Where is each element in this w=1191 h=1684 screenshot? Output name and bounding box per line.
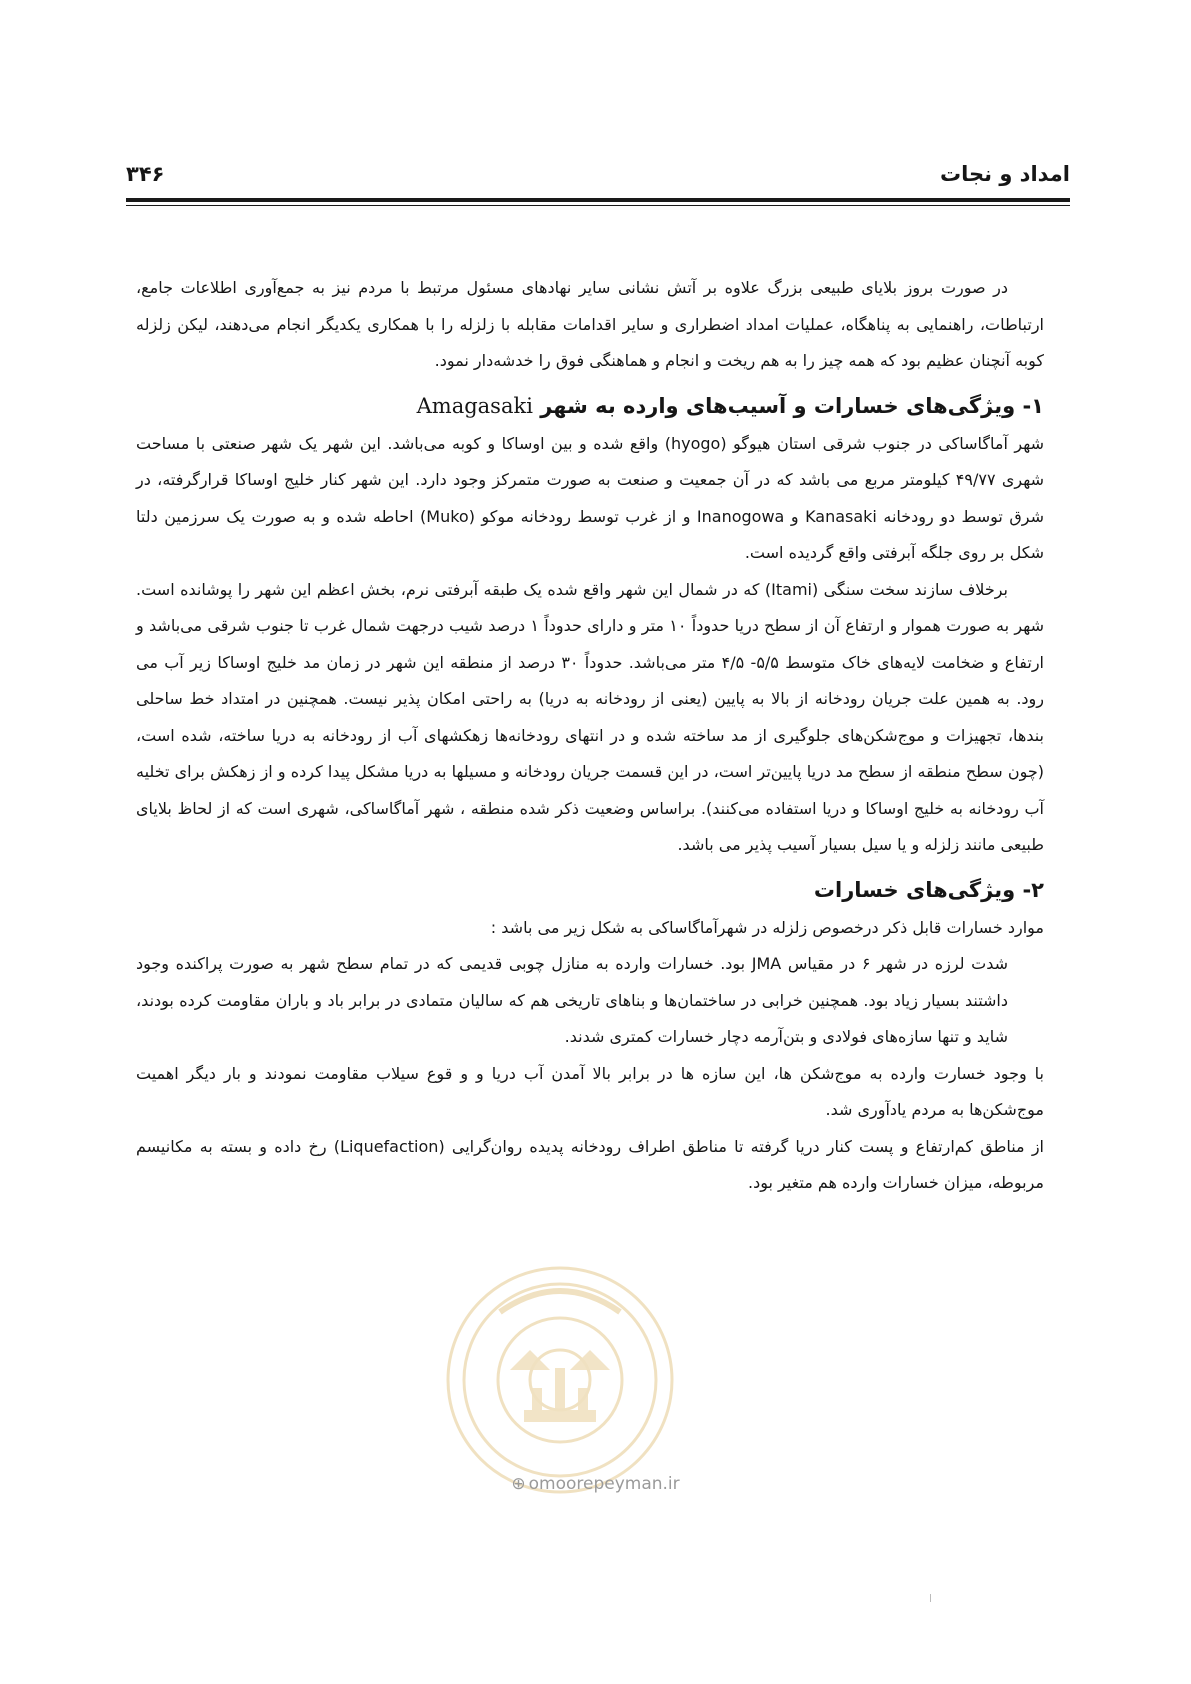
header-rule [126, 198, 1070, 202]
globe-icon: ⊕ [511, 1474, 526, 1494]
damage-item: شدت لرزه در شهر ۶ در مقیاس JMA بود. خسارات وارده به منازل چوبی قدیمی که در تمام سطح شهر به صورت پراکنده وجود داشتند بسیار زیاد بود. همچنین خرابی در ساختمان‌ها و بناهای تاریخی هم که سالیان متمادی در برابر باد و باران مقاومت کرده بودند، شاید و تنها سازه‌های فولادی و بتن‌آرمه دچار خسارات کمتری شدند. [136, 954, 1008, 1046]
paragraph-city-description: شهر آماگاساکی در جنوب شرقی استان هیوگو (hyogo) واقع شده و بین اوساکا و کوبه می‌باشد. این شهر یک شهر صنعتی با مساحت شهری ۴۹/۷۷ کیلومتر مربع می باشد که در آن جمعیت و صنعت به صورت متمرکز وجود دارد. این شهر کنار خلیج اوساکا قرارگرفته، در شرق توسط دو رودخانه Kanasaki و Inanogowa و از غرب توسط رودخانه موکو (Muko) احاطه شده و به صورت یک سرزمین دلتا شکل بر روی جلگه آبرفتی واقع گردیده است. [136, 433, 1045, 562]
page-number: ۳۴۶ [126, 162, 165, 186]
page-corner-mark [930, 1594, 935, 1602]
page-header [126, 150, 1070, 190]
watermark-url-text: omoorepeyman.ir [528, 1474, 680, 1494]
watermark-seal [440, 1260, 680, 1500]
damage-item: با وجود خسارت وارده به موج‌شکن ها، این سازه ها در برابر بالا آمدن آب دریا و و قوع سیلاب مقاومت نمودند و بار دیگر اهمیت موج‌شکن‌ها به مردم یادآوری شد. [136, 1063, 1044, 1119]
paragraph-intro: در صورت بروز بلایای طبیعی بزرگ علاوه بر آتش نشانی سایر نهادهای مسئول مرتبط با مردم نیز به جمع‌آوری اطلاعات جامع، ارتباطات، راهنمایی به پناهگاه، عملیات امداد اضطراری و سایر اقدامات مقابله با زلزله را با همکاری یکدیگر انجام می‌دهند، لیکن زلزله کوبه آنچنان عظیم بود که همه چیز را به هم ریخت و انجام و هماهنگی فوق را خدشه‌دار نمود. [136, 278, 1044, 370]
header-title: امداد و نجات [940, 162, 1070, 186]
watermark-url [0, 1474, 1191, 1494]
seal-logo-icon [440, 1260, 680, 1500]
damage-item: از مناطق کم‌ارتفاع و پست کنار دریا گرفته تا مناطق اطراف رودخانه پدیده روان‌گرایی (Liquefaction) رخ داده و بسته به مکانیسم مربوطه، میزان خسارات وارده هم متغیر بود. [136, 1136, 1045, 1192]
header-rule-thin [126, 205, 1070, 206]
section-heading-2: ۲- ویژگی‌های خسارات [813, 877, 1044, 902]
damages-intro-line: موارد خسارات قابل ذکر درخصوص زلزله در شهرآماگاساکی به شکل زیر می باشد : [490, 917, 1044, 937]
section-heading-1 [136, 386, 1044, 426]
section-heading-1-latin: Amagasaki [416, 393, 533, 418]
section-heading-1-text: ۱- ویژگی‌های خسارات و آسیب‌های وارده به شهر [540, 393, 1044, 418]
page-body [136, 270, 1044, 1202]
paragraph-geology: برخلاف سازند سخت سنگی (Itami) که در شمال این شهر واقع شده یک طبقه آبرفتی نرم، بخش اعظم این شهر را پوشانده است. شهر به صورت هموار و ارتفاع آن از سطح دریا حدوداً ۱۰ متر و دارای حدوداً ۱ درصد شیب درجهت شمال غرب تا جنوب شرقی می‌باشد و ارتفاع و ضخامت لایه‌های خاک متوسط ۵/۵- ۴/۵ متر می‌باشد. حدوداً ۳۰ درصد از منطقه این شهر در زمان مد خلیج اوساکا زیر آب می رود. به همین علت جریان رودخانه از بالا به پایین (یعنی از رودخانه به دریا) به راحتی امکان پذیر نیست. همچنین در امتداد خط ساحلی بندها، تجهیزات و موج‌شکن‌های جلوگیری از مد ساخته شده و در انتهای رودخانه‌ها زهکشهای آب از رودخانه به دریا ساخته، شده است، (چون سطح منطقه از سطح مد دریا پایین‌تر است، در این قسمت جریان رودخانه و مسیلها به دریا مشکل پیدا کرده و از زهکش برای تخلیه آب رودخانه به خلیج اوساکا و دریا استفاده می‌کنند). براساس وضعیت ذکر شده منطقه ، شهر آماگاساکی، شهری است که از لحاظ بلایای طبیعی مانند زلزله و یا سیل بسیار آسیب پذیر می باشد. [136, 579, 1044, 854]
